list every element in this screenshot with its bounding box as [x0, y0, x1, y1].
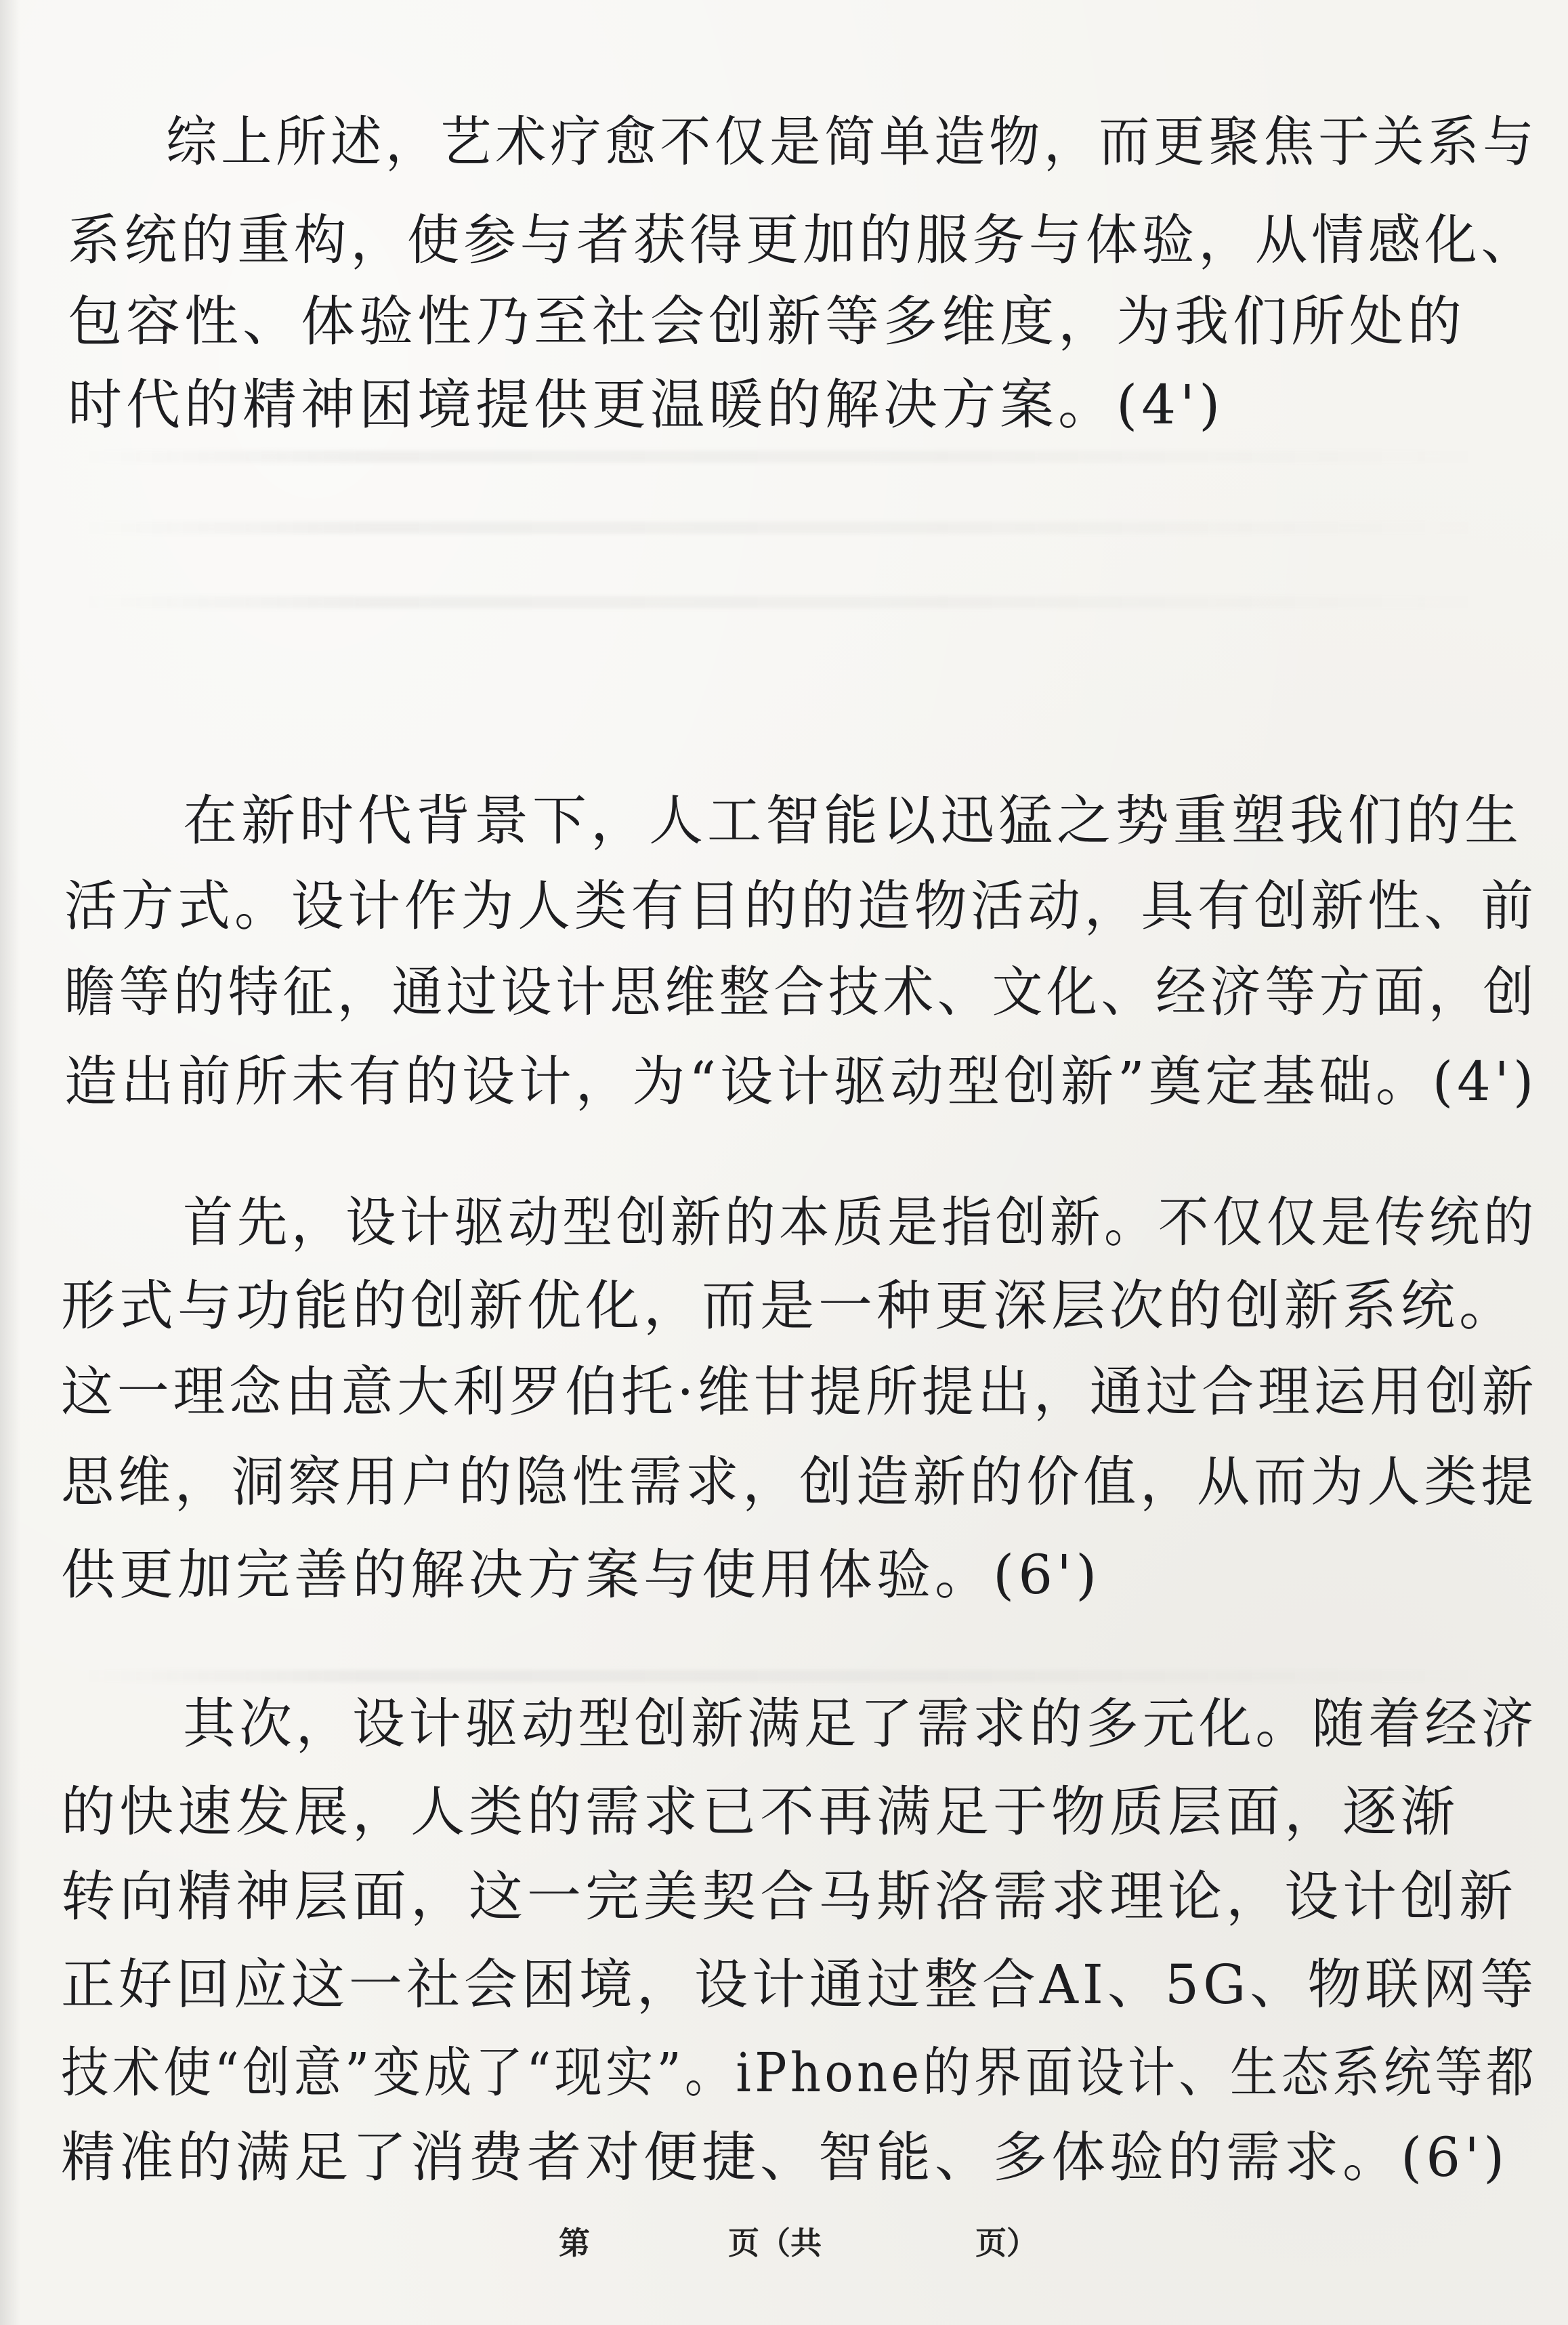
para2-line-3: 瞻等的特征，通过设计思维整合技术、文化、经济等方面，创	[64, 961, 1538, 1024]
page-footer	[0, 2212, 1568, 2266]
para3-line-3: 这一理念由意大利罗伯托·维甘提所提出，通过合理运用创新	[61, 1360, 1538, 1423]
bleed-through-mark	[81, 451, 1490, 463]
para3-line-5: 供更加完善的解决方案与使用体验。(6')	[61, 1543, 1101, 1606]
para1-line-1: 综上所述，艺术疗愈不仅是简单造物，而更聚焦于关系与	[166, 110, 1538, 173]
footer-di: 第	[559, 2225, 590, 2261]
para4-line-2: 的快速发展，人类的需求已不再满足于物质层面，逐渐	[61, 1780, 1459, 1843]
para2-line-2: 活方式。设计作为人类有目的的造物活动，具有创新性、前	[64, 875, 1538, 938]
bleed-through-mark	[81, 1670, 1490, 1682]
para3-line-4: 思维，洞察用户的隐性需求，创造新的价值，从而为人类提	[61, 1450, 1538, 1513]
para1-line-3: 包容性、体验性乃至社会创新等多维度，为我们所处的	[68, 290, 1466, 353]
para1-line-2: 系统的重构，使参与者获得更加的服务与体验，从情感化、	[68, 209, 1538, 272]
para4-line-6: 精准的满足了消费者对便捷、智能、多体验的需求。(6')	[61, 2126, 1509, 2189]
para3-line-2: 形式与功能的创新优化，而是一种更深层次的创新系统。	[61, 1274, 1517, 1337]
para3-line-1: 首先，设计驱动型创新的本质是指创新。不仅仅是传统的	[183, 1191, 1538, 1254]
para2-line-4: 造出前所未有的设计，为“设计驱动型创新”奠定基础。(4')	[64, 1050, 1538, 1113]
para4-line-4: 正好回应这一社会困境，设计通过整合AI、5G、物联网等	[61, 1953, 1538, 2016]
bleed-through-mark	[81, 596, 1490, 608]
para4-line-5: 技术使“创意”变成了“现实”。iPhone的界面设计、生态系统等都	[61, 2041, 1538, 2104]
page-edge-shadow	[0, 0, 20, 2325]
bleed-through-mark	[81, 522, 1490, 534]
footer-ye-end: 页）	[975, 2225, 1038, 2261]
para1-line-4: 时代的精神困境提供更温暖的解决方案。(4')	[68, 373, 1225, 436]
para2-line-1: 在新时代背景下，人工智能以迅猛之势重塑我们的生	[183, 789, 1523, 852]
para4-line-3: 转向精神层面，这一完美契合马斯洛需求理论，设计创新	[61, 1865, 1517, 1928]
footer-ye-gong: 页（共	[728, 2225, 822, 2261]
para4-line-1: 其次，设计驱动型创新满足了需求的多元化。随着经济	[183, 1692, 1538, 1755]
